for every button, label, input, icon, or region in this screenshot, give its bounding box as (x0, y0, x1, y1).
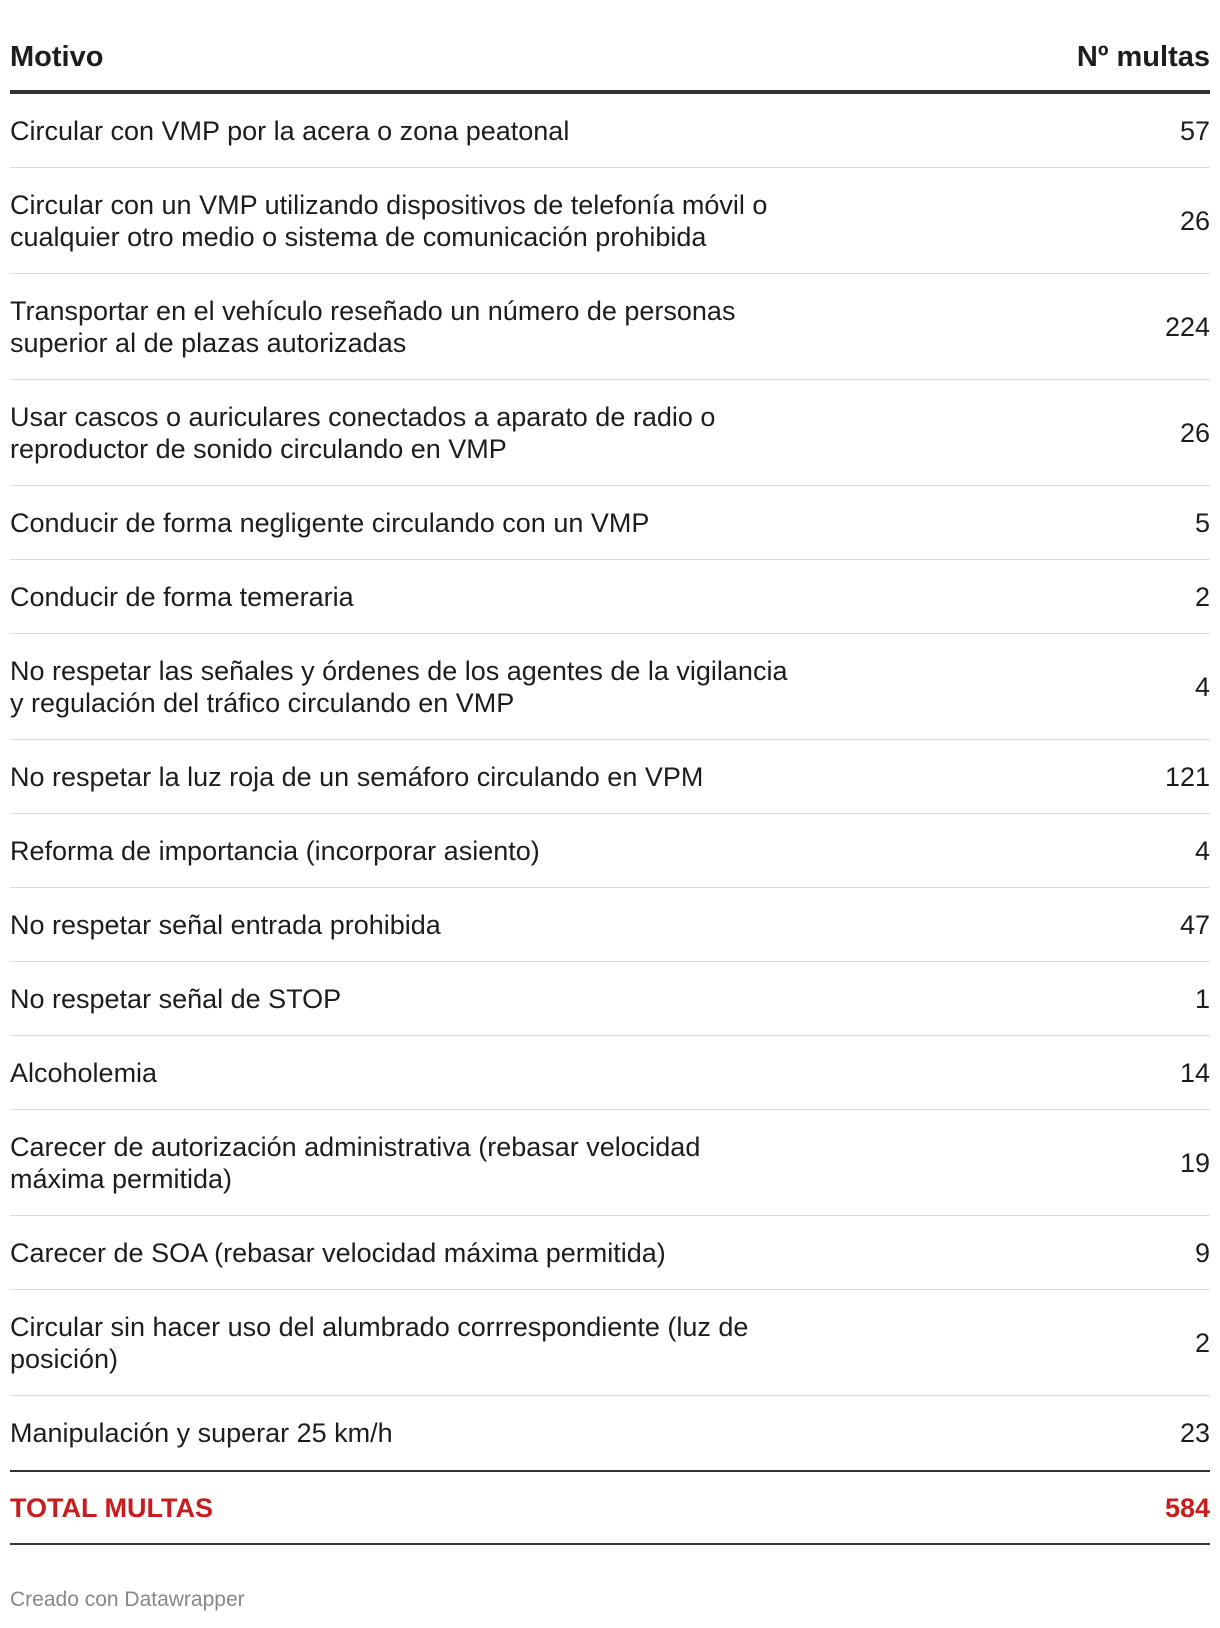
table-row (10, 1290, 1210, 1396)
cell-motivo: Transportar en el vehículo reseñado un número de personas superior al de plazas autorizadas (10, 295, 736, 358)
table-row (10, 814, 1210, 888)
cell-motivo: Conducir de forma negligente circulando con un VMP (10, 507, 650, 538)
cell-multas: 57 (1179, 115, 1210, 146)
cell-motivo: Circular con VMP por la acera o zona peatonal (10, 115, 570, 146)
cell-motivo: Circular sin hacer uso del alumbrado corrrespondiente (luz de posición) (10, 1311, 749, 1374)
cell-motivo: Manipulación y superar 25 km/h (10, 1418, 393, 1448)
datawrapper-credit: Creado con Datawrapper (10, 1588, 245, 1611)
total-row (10, 1470, 1210, 1545)
cell-motivo: No respetar señal entrada prohibida (10, 909, 441, 940)
table-row (10, 274, 1210, 380)
table-body (10, 94, 1210, 1470)
cell-multas: 5 (1194, 507, 1210, 538)
cell-motivo: No respetar señal de STOP (10, 983, 342, 1014)
table-row (10, 1036, 1210, 1110)
cell-multas: 23 (1179, 1418, 1210, 1448)
table-row (10, 168, 1210, 274)
table-row (10, 1216, 1210, 1290)
cell-multas: 4 (1194, 835, 1210, 866)
table-row (10, 560, 1210, 634)
cell-multas: 47 (1179, 909, 1210, 940)
total-label: TOTAL MULTAS (10, 1492, 213, 1523)
column-header-multas[interactable]: Nº multas (1076, 41, 1210, 73)
cell-multas: 26 (1179, 417, 1210, 448)
cell-multas: 121 (1164, 761, 1210, 792)
table-row (10, 740, 1210, 814)
cell-multas: 19 (1179, 1147, 1210, 1178)
table-header (10, 0, 1210, 94)
cell-motivo: No respetar las señales y órdenes de los agentes de la vigilancia y regulación del tráfico circulando en VMP (10, 655, 788, 718)
cell-motivo: Alcoholemia (10, 1057, 158, 1088)
cell-multas: 2 (1194, 581, 1210, 612)
table-row (10, 380, 1210, 486)
total-value: 584 (1164, 1492, 1210, 1523)
cell-multas: 2 (1194, 1327, 1210, 1358)
fines-table (10, 0, 1210, 1545)
cell-multas: 14 (1179, 1057, 1210, 1088)
cell-motivo: No respetar la luz roja de un semáforo circulando en VPM (10, 761, 704, 792)
cell-motivo: Usar cascos o auriculares conectados a aparato de radio o reproductor de sonido circulando en VMP (10, 401, 716, 464)
table-row (10, 888, 1210, 962)
cell-motivo: Carecer de SOA (rebasar velocidad máxima permitida) (10, 1237, 666, 1268)
table-row (10, 1396, 1210, 1470)
column-header-motivo[interactable]: Motivo (10, 41, 104, 73)
cell-motivo: Conducir de forma temeraria (10, 581, 354, 612)
table-row (10, 634, 1210, 740)
cell-motivo: Carecer de autorización administrativa (rebasar velocidad máxima permitida) (10, 1131, 701, 1194)
cell-multas: 1 (1194, 983, 1210, 1014)
table-row (10, 486, 1210, 560)
table-row (10, 94, 1210, 168)
cell-multas: 9 (1194, 1237, 1210, 1268)
table-row (10, 1110, 1210, 1216)
cell-motivo: Circular con un VMP utilizando dispositivos de telefonía móvil o cualquier otro medio o sistema de comunicación prohibida (10, 189, 768, 252)
cell-multas: 4 (1194, 671, 1210, 702)
cell-motivo: Reforma de importancia (incorporar asiento) (10, 835, 540, 866)
cell-multas: 224 (1164, 311, 1210, 342)
cell-multas: 26 (1179, 205, 1210, 236)
table-row (10, 962, 1210, 1036)
